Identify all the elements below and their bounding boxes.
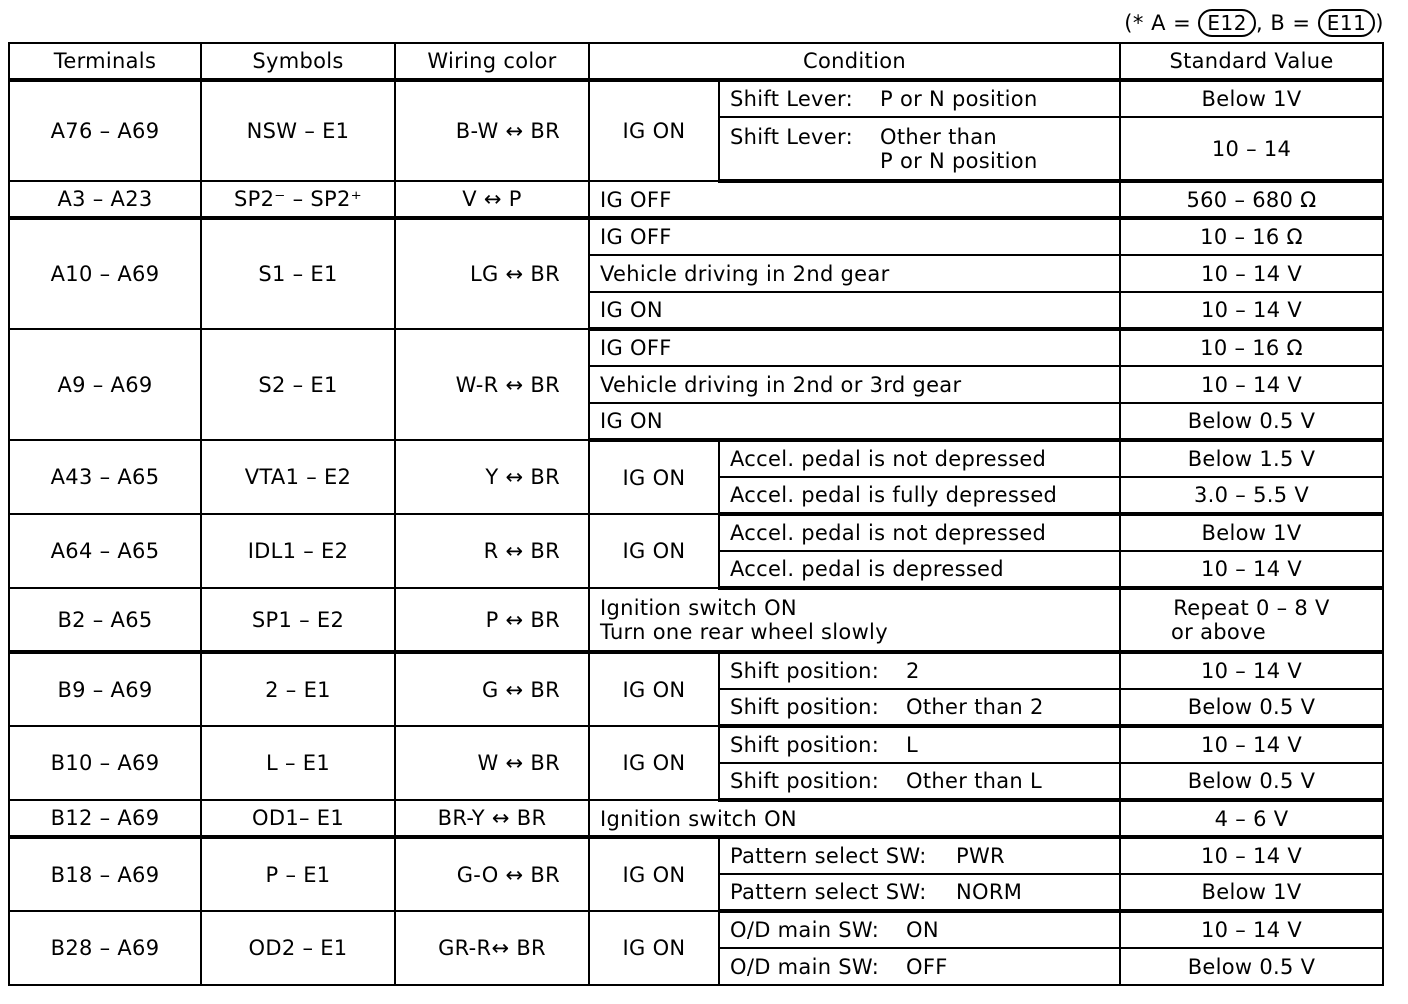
standard-value-cell: 10 – 14 V [1120,551,1383,588]
symbols-cell: SP2⁻ – SP2⁺ [201,181,395,218]
symbols-cell: OD2 – E1 [201,911,395,985]
legend-mid: , B = [1255,11,1318,35]
condition-cell: IG OFF [589,181,1120,218]
standard-value-cell: 10 – 14 V [1120,255,1383,292]
condition-label: O/D main SW: [730,954,880,979]
wiring-color-cell: R ↔ BR [395,514,589,588]
condition-detail-cell [719,117,1120,181]
condition-detail-cell [719,652,1120,689]
condition-line-1: Ignition switch ON [600,596,797,620]
table-row [9,514,1383,551]
terminals-cell: A9 – A69 [9,329,201,440]
wiring-color-cell: G-O ↔ BR [395,837,589,911]
standard-value-cell [1120,588,1383,652]
symbols-cell: P – E1 [201,837,395,911]
standard-value-cell: 10 – 16 Ω [1120,329,1383,366]
condition-label: Shift position: [730,769,880,793]
symbols-cell: NSW – E1 [201,80,395,181]
standard-value-cell: Below 0.5 V [1120,403,1383,440]
table-row [9,440,1383,477]
condition-value: Other than L [906,769,1042,793]
condition-main-cell: IG ON [589,80,719,181]
condition-detail-cell [719,80,1120,117]
condition-detail-cell [719,837,1120,874]
header-wiring-color: Wiring color [395,43,589,80]
standard-value-cell: Below 0.5 V [1120,948,1383,985]
condition-cell: IG OFF [589,329,1120,366]
condition-cell: IG ON [589,292,1120,329]
wiring-color-cell: LG ↔ BR [395,218,589,329]
standard-value-cell: 10 – 14 V [1120,292,1383,329]
symbols-cell: OD1– E1 [201,800,395,837]
table-row [9,726,1383,763]
condition-label: Shift Lever: [730,87,853,111]
condition-detail-cell [719,874,1120,911]
condition-detail-cell [719,763,1120,800]
condition-value: OFF [906,954,948,979]
table-row [9,181,1383,218]
condition-line-2: Turn one rear wheel slowly [600,620,888,644]
standard-value-cell: 10 – 14 V [1120,726,1383,763]
condition-detail-cell: Accel. pedal is fully depressed [719,477,1120,514]
condition-main-cell: IG ON [589,652,719,726]
condition-value: 2 [906,659,920,683]
condition-label: O/D main SW: [730,918,880,942]
condition-cell: Vehicle driving in 2nd gear [589,255,1120,292]
header-symbols: Symbols [201,43,395,80]
condition-detail-cell: Accel. pedal is not depressed [719,440,1120,477]
standard-value-cell: Below 1V [1120,514,1383,551]
header-standard-value: Standard Value [1120,43,1383,80]
condition-main-cell: IG ON [589,911,719,985]
wiring-color-cell: GR-R↔ BR [395,911,589,985]
condition-label: Pattern select SW: [730,880,927,904]
standard-value-cell: 560 – 680 Ω [1120,181,1383,218]
legend-code-a: E12 [1198,9,1256,37]
terminals-cell: A10 – A69 [9,218,201,329]
condition-value: PWR [956,844,1005,868]
wiring-color-cell: B-W ↔ BR [395,80,589,181]
terminals-cell: A3 – A23 [9,181,201,218]
standard-value-cell: 4 – 6 V [1120,800,1383,837]
table-row [9,652,1383,689]
terminals-cell: B28 – A69 [9,911,201,985]
standard-value-line-1: Repeat 0 – 8 V [1173,596,1330,620]
standard-value-cell: 10 – 14 V [1120,652,1383,689]
condition-value: L [906,733,918,757]
condition-detail-cell [719,726,1120,763]
condition-value-line2: P or N position [880,148,1038,173]
condition-detail-cell [719,948,1120,985]
wiring-color-cell: W ↔ BR [395,726,589,800]
symbols-cell: 2 – E1 [201,652,395,726]
condition-main-cell: IG ON [589,440,719,514]
standard-value-cell: Below 0.5 V [1120,763,1383,800]
condition-main-cell: IG ON [589,514,719,588]
symbols-cell: S1 – E1 [201,218,395,329]
table-row [9,329,1383,366]
condition-cell [589,588,1120,652]
standard-value-cell: 10 – 14 V [1120,911,1383,948]
condition-detail-cell: Accel. pedal is depressed [719,551,1120,588]
standard-value-cell: 3.0 – 5.5 V [1120,477,1383,514]
table-row [9,218,1383,255]
legend-prefix: (* A = [1124,11,1199,35]
table-row [9,837,1383,874]
condition-label: Pattern select SW: [730,844,927,868]
condition-label: Shift position: [730,733,880,757]
condition-value: NORM [956,880,1023,904]
standard-value-cell: 10 – 14 V [1120,366,1383,403]
table-header-row [9,43,1383,80]
wiring-color-cell: W-R ↔ BR [395,329,589,440]
terminals-cell: B12 – A69 [9,800,201,837]
symbols-cell: SP1 – E2 [201,588,395,652]
condition-detail-cell: Accel. pedal is not depressed [719,514,1120,551]
legend-suffix: ) [1375,11,1384,35]
condition-cell: Ignition switch ON [589,800,1120,837]
standard-value-cell: 10 – 16 Ω [1120,218,1383,255]
terminals-cell: A76 – A69 [9,80,201,181]
table-row [9,911,1383,948]
condition-label: Shift Lever: [730,124,853,149]
table-row [9,588,1383,652]
connector-legend [1124,8,1384,38]
terminals-cell: A64 – A65 [9,514,201,588]
condition-main-cell: IG ON [589,726,719,800]
condition-value: Other than [880,124,998,149]
standard-value-cell: Below 0.5 V [1120,689,1383,726]
condition-label: Shift position: [730,695,880,719]
wiring-color-cell: V ↔ P [395,181,589,218]
header-terminals: Terminals [9,43,201,80]
symbols-cell: VTA1 – E2 [201,440,395,514]
standard-value-line-2: or above [1171,620,1266,644]
condition-value: Other than 2 [906,695,1044,719]
header-condition: Condition [589,43,1120,80]
table-row [9,80,1383,117]
terminals-cell: B9 – A69 [9,652,201,726]
wiring-color-cell: P ↔ BR [395,588,589,652]
standard-value-cell: Below 1.5 V [1120,440,1383,477]
symbols-cell: L – E1 [201,726,395,800]
wiring-color-cell: G ↔ BR [395,652,589,726]
condition-detail-cell [719,689,1120,726]
condition-cell: IG OFF [589,218,1120,255]
condition-label: Shift position: [730,659,880,683]
condition-value: ON [906,918,939,942]
terminals-cell: B10 – A69 [9,726,201,800]
terminals-cell: A43 – A65 [9,440,201,514]
symbols-cell: S2 – E1 [201,329,395,440]
terminals-cell: B2 – A65 [9,588,201,652]
table-row [9,800,1383,837]
condition-main-cell: IG ON [589,837,719,911]
condition-cell: Vehicle driving in 2nd or 3rd gear [589,366,1120,403]
symbols-cell: IDL1 – E2 [201,514,395,588]
wiring-color-cell: BR-Y ↔ BR [395,800,589,837]
terminal-spec-table [8,42,1384,986]
standard-value-cell: 10 – 14 V [1120,837,1383,874]
condition-value: P or N position [880,87,1038,111]
wiring-color-cell: Y ↔ BR [395,440,589,514]
standard-value-cell: 10 – 14 [1120,117,1383,181]
standard-value-cell: Below 1V [1120,874,1383,911]
condition-detail-cell [719,911,1120,948]
standard-value-cell: Below 1V [1120,80,1383,117]
terminals-cell: B18 – A69 [9,837,201,911]
legend-code-b: E11 [1318,9,1376,37]
condition-cell: IG ON [589,403,1120,440]
